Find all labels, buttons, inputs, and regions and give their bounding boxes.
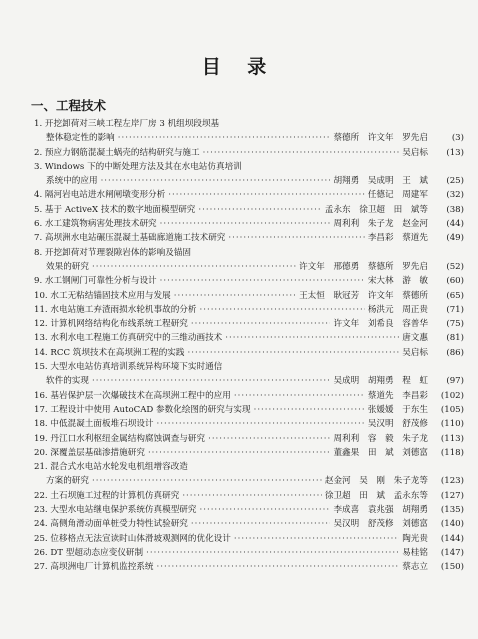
entry-authors: 许文年 邢德勇 蔡德所 罗先启 xyxy=(299,261,428,272)
entry-authors: 赵金河 吴 刚 朱子龙等 xyxy=(324,476,428,487)
toc-entry[interactable] xyxy=(34,331,464,345)
entry-title: 8. 开挖卸荷对节理裂隙岩体的影响及锚固 xyxy=(34,247,192,258)
entry-page-number: (123) xyxy=(440,476,464,487)
toc-entry[interactable] xyxy=(34,217,464,231)
page-title: 目 录 xyxy=(201,56,277,78)
entry-title: 15. 大型水电站仿真培训系统异构环境下实时通信 xyxy=(34,362,223,373)
entry-page-number: (71) xyxy=(446,304,464,315)
toc-entry[interactable] xyxy=(34,503,464,517)
entry-title: 19. 丹江口水利枢纽金属结构腐蚀调查与研究 xyxy=(34,433,206,444)
entry-page-number: (25) xyxy=(446,176,464,187)
entry-title: 2. 预应力钢筋混凝土蜗壳的结构研究与施工 xyxy=(34,147,200,158)
dot-leader xyxy=(92,474,322,488)
entry-page-number: (44) xyxy=(446,219,464,230)
toc-entry[interactable] xyxy=(34,303,464,317)
entry-title: 12. 计算机网络结构化布线系统工程研究 xyxy=(34,319,188,330)
toc-entry[interactable] xyxy=(34,289,464,303)
entry-page-number: (60) xyxy=(446,276,464,287)
entry-page-number: (118) xyxy=(440,447,464,458)
entry-title: 22. 土石坝施工过程的计算机仿真研究 xyxy=(34,490,180,501)
entry-authors: 蔡德所 许文年 罗先启 xyxy=(333,133,428,144)
entry-title-continued: 效果的研究 xyxy=(46,261,89,272)
entry-authors: 吴启标 xyxy=(402,147,428,158)
entry-title: 10. 水工无粘结锚固技术应用与发展 xyxy=(34,290,171,301)
entry-authors: 宋大林 游 敏 xyxy=(367,276,428,287)
toc-entry[interactable] xyxy=(34,317,464,331)
dot-leader xyxy=(160,217,331,231)
entry-title: 16. 基岩保护层一次爆破技术在高坝洲工程中的应用 xyxy=(34,390,231,401)
entry-title: 5. 基于 ActiveX 技术的数字地面模型研究 xyxy=(34,204,196,215)
entry-authors: 孟永东 徐卫超 田 斌等 xyxy=(324,204,428,215)
toc-entry[interactable] xyxy=(34,560,464,574)
entry-title: 11. 水电站施工弃渣雨损水轮机事故的分析 xyxy=(34,304,197,315)
entry-title: 23. 大型水电站继电保护系统仿真模型研究 xyxy=(34,505,197,516)
dot-leader xyxy=(160,274,365,288)
toc-entry[interactable] xyxy=(34,546,464,560)
toc-entry[interactable] xyxy=(34,446,464,460)
toc-entry[interactable] xyxy=(34,146,464,160)
entry-page-number: (140) xyxy=(440,519,464,530)
toc-entry[interactable] xyxy=(34,188,464,202)
entry-authors: 易桂铭 xyxy=(402,547,428,558)
toc-entry[interactable] xyxy=(34,389,464,403)
entry-authors: 吴汉明 舒茂修 刘德富 xyxy=(333,519,428,530)
entry-page-number: (150) xyxy=(440,562,464,573)
toc-entry[interactable] xyxy=(34,532,464,546)
dot-leader xyxy=(187,346,399,360)
dot-leader xyxy=(92,374,330,388)
entry-title: 6. 水工建筑物病害处理技术研究 xyxy=(34,219,157,230)
entry-authors: 吴启标 xyxy=(402,347,428,358)
entry-page-number: (135) xyxy=(440,505,464,516)
dot-leader xyxy=(198,203,321,217)
toc-entry[interactable] xyxy=(34,274,464,288)
dot-leader xyxy=(208,432,330,446)
dot-leader xyxy=(234,389,365,403)
entry-title: 9. 水工钢闸门可靠性分析与设计 xyxy=(34,276,157,287)
toc-entry[interactable] xyxy=(34,417,464,431)
dot-leader xyxy=(203,146,400,160)
dot-leader xyxy=(148,446,331,460)
dot-leader xyxy=(254,403,365,417)
entry-authors: 吴成明 胡翔勇 程 虹 xyxy=(333,376,428,387)
toc-entry[interactable] xyxy=(34,403,464,417)
entry-page-number: (97) xyxy=(446,376,464,387)
entry-authors: 许文年 刘希良 容普华 xyxy=(333,319,428,330)
entry-authors: 胡翔勇 吴成明 王 斌 xyxy=(333,176,428,187)
dot-leader xyxy=(174,289,296,303)
dot-leader xyxy=(225,331,399,345)
dot-leader xyxy=(168,188,365,202)
entry-title: 20. 深覆盖层基础渗措施研究 xyxy=(34,447,145,458)
entry-page-number: (102) xyxy=(440,390,464,401)
entry-title: 13. 水利水电工程施工仿真研究中的三维动画技术 xyxy=(34,333,223,344)
dot-leader xyxy=(92,260,296,274)
dot-leader xyxy=(118,131,331,145)
toc-entry[interactable] xyxy=(34,117,464,146)
entry-page-number: (52) xyxy=(446,261,464,272)
dot-leader xyxy=(157,417,365,431)
entry-page-number: (32) xyxy=(446,190,464,201)
dot-leader xyxy=(101,174,331,188)
toc-entry[interactable] xyxy=(34,432,464,446)
entry-title: 18. 中低混凝土面板堆石坝设计 xyxy=(34,419,154,430)
dot-leader xyxy=(146,546,399,560)
entry-title: 26. DT 型超动态应变仪研制 xyxy=(34,547,144,558)
dot-leader xyxy=(182,489,322,503)
entry-authors: 李成喜 袁兆强 胡翔勇 xyxy=(333,505,428,516)
entry-authors: 任德记 周建军 xyxy=(367,190,428,201)
entry-page-number: (13) xyxy=(446,147,464,158)
entry-authors: 吴汉明 舒茂修 xyxy=(367,419,428,430)
entry-authors: 唐文惠 xyxy=(402,333,428,344)
entry-title: 14. RCC 筑坝技术在高坝洲工程的实践 xyxy=(34,347,185,358)
entry-page-number: (38) xyxy=(446,204,464,215)
entry-title-continued: 方案的研究 xyxy=(46,476,89,487)
entry-title-continued: 软件的实现 xyxy=(46,376,89,387)
entry-title: 24. 高侧角滑动面单桩受力特性试验研究 xyxy=(34,519,188,530)
entry-title: 17. 工程设计中使用 AutoCAD 参数化绘图的研究与实现 xyxy=(34,404,251,415)
entry-page-number: (147) xyxy=(440,547,464,558)
entry-title: 27. 高坝洲电厂计算机监控系统 xyxy=(34,562,154,573)
toc-entry[interactable] xyxy=(34,231,464,245)
dot-leader xyxy=(191,517,331,531)
entry-page-number: (81) xyxy=(446,333,464,344)
entry-page-number: (127) xyxy=(440,490,464,501)
entry-authors: 蔡道先 李昌彩 xyxy=(367,390,428,401)
entry-page-number: (49) xyxy=(446,233,464,244)
entry-page-number: (144) xyxy=(440,533,464,544)
entry-page-number: (110) xyxy=(440,419,464,430)
toc-entry[interactable] xyxy=(34,489,464,503)
section-heading: 一、工程技术 xyxy=(31,98,107,113)
dot-leader xyxy=(191,317,331,331)
entry-authors: 王太恒 耿冠芳 许文年 蔡德所 xyxy=(299,290,428,301)
entry-page-number: (105) xyxy=(440,404,464,415)
toc-list xyxy=(34,117,464,575)
entry-authors: 周利利 容 毅 朱子龙 xyxy=(333,433,428,444)
toc-entry[interactable] xyxy=(34,203,464,217)
dot-leader xyxy=(234,532,399,546)
toc-entry[interactable] xyxy=(34,517,464,531)
entry-authors: 董鑫果 田 斌 刘德富 xyxy=(333,447,428,458)
entry-authors: 徐卫超 田 斌 孟永东等 xyxy=(324,490,428,501)
entry-page-number: (75) xyxy=(446,319,464,330)
entry-title: 25. 位移格点无法宣读时山体滑坡观测网的优化设计 xyxy=(34,533,231,544)
entry-authors: 李昌彩 蔡道先 xyxy=(367,233,428,244)
entry-authors: 张媛媛 于东生 xyxy=(367,404,428,415)
entry-authors: 杨洪元 周正贵 xyxy=(367,304,428,315)
entry-page-number: (65) xyxy=(446,290,464,301)
entry-page-number: (113) xyxy=(440,433,464,444)
entry-title-continued: 整体稳定性的影响 xyxy=(46,133,115,144)
entry-title-continued: 系统中的应用 xyxy=(46,176,98,187)
entry-title: 1. 开挖卸荷对三峡工程左岸厂房 3 机组坝段坝基 xyxy=(34,119,220,129)
toc-entry[interactable] xyxy=(34,160,464,189)
entry-authors: 陶光贵 xyxy=(402,533,428,544)
entry-title: 21. 混合式水电站水轮发电机组增容改造 xyxy=(34,462,188,473)
entry-title: 4. 隔河岩电站进水闸闸墩变形分析 xyxy=(34,190,166,201)
toc-entry[interactable] xyxy=(34,346,464,360)
entry-page-number: (86) xyxy=(446,347,464,358)
entry-title: 3. Windows 下的中断处理方法及其在水电站仿真培训 xyxy=(34,161,242,172)
dot-leader xyxy=(228,231,364,245)
entry-authors: 蔡志立 xyxy=(402,562,428,573)
entry-title: 7. 高坝洲水电站碾压混凝土基础廊道施工技术研究 xyxy=(34,233,226,244)
dot-leader xyxy=(157,560,400,574)
dot-leader xyxy=(200,303,365,317)
toc-entry[interactable] xyxy=(34,246,464,275)
entry-page-number: (3) xyxy=(451,133,464,144)
dot-leader xyxy=(200,503,331,517)
toc-entry[interactable] xyxy=(34,360,464,389)
entry-authors: 周利利 朱子龙 赵金河 xyxy=(333,219,428,230)
toc-entry[interactable] xyxy=(34,460,464,489)
